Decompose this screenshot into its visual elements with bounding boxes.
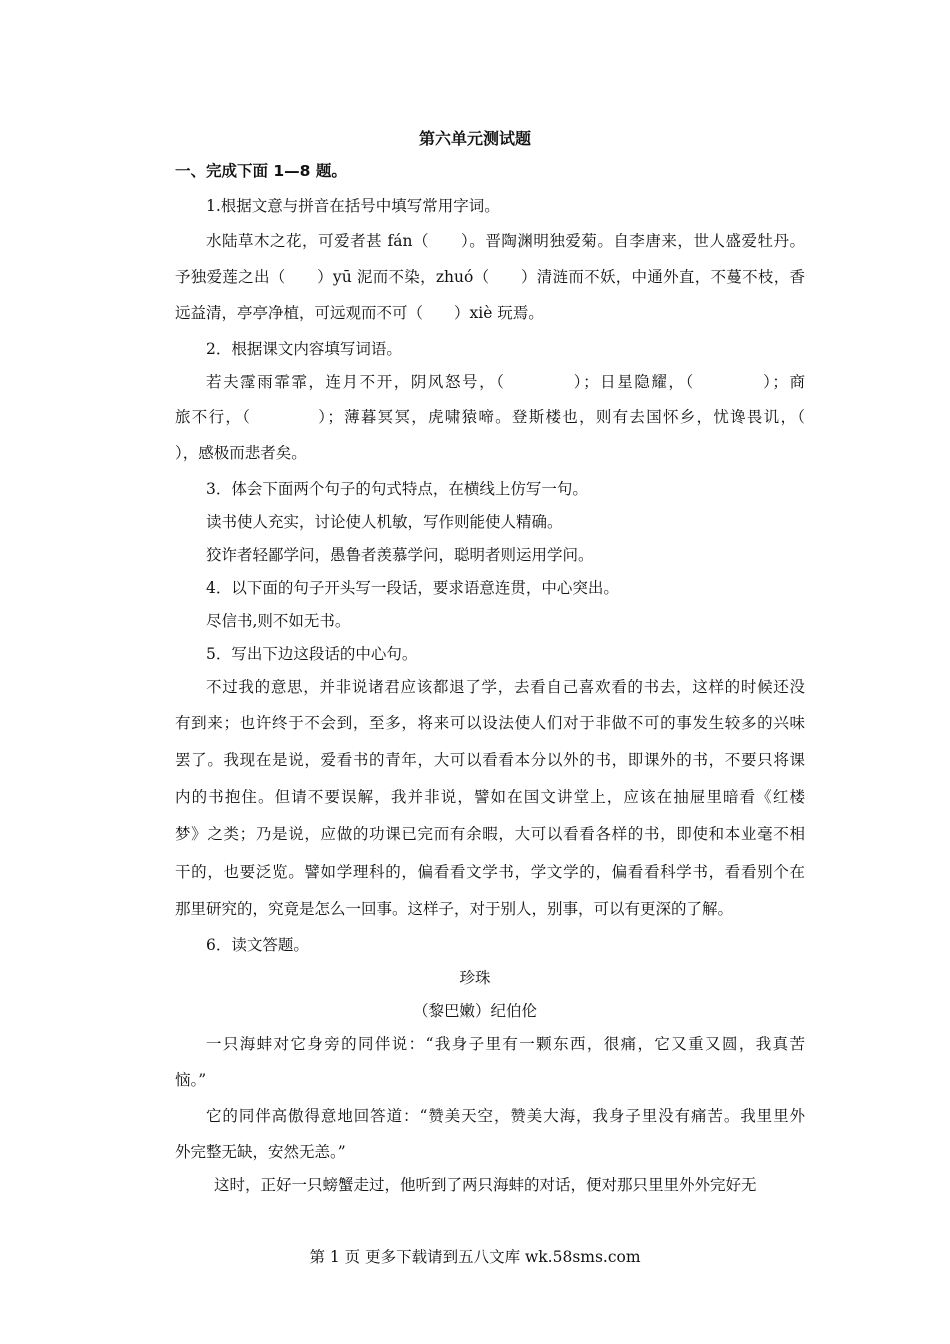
question-1: 1.根据文意与拼音在括号中填写常用字词。: [206, 197, 500, 215]
story-author: （黎巴嫩）纪伯伦: [412, 1002, 537, 1020]
question-5: 5．写出下边这段话的中心句。: [206, 645, 418, 663]
paragraph-line: 水陆草木之花，可爱者甚 fán（ ）。晋陶渊明独爱菊。自李唐来，世人盛爱牡丹。: [206, 232, 805, 250]
paragraph-line: 恼。”: [175, 1071, 207, 1089]
section-heading: 一、完成下面 1—8 题。: [175, 162, 347, 180]
paragraph-line: 那里研究的，究竟是怎么一回事。这样子，对于别人，别事，可以有更深的了解。: [175, 900, 734, 918]
page-footer: 第 1 页 更多下载请到五八文库 wk.58sms.com: [309, 1248, 641, 1266]
prompt-sentence: 尽信书,则不如无书。: [206, 612, 351, 630]
paragraph-line: 它的同伴高傲得意地回答道：“赞美天空，赞美大海，我身子里没有痛苦。我里里外: [206, 1107, 805, 1125]
paragraph-line: 干的，也要泛览。譬如学理科的，偏看看文学书，学文学的，偏看看科学书，看看别个在: [175, 863, 805, 881]
paragraph-line: 梦》之类；乃是说，应做的功课已完而有余暇，大可以看看各样的书，即使和本业毫不相: [175, 825, 805, 843]
story-title: 珍珠: [459, 969, 491, 987]
example-sentence: 狡诈者轻鄙学问，愚鲁者羡慕学问，聪明者则运用学问。: [206, 546, 594, 564]
example-sentence: 读书使人充实，讨论使人机敏，写作则能使人精确。: [206, 513, 563, 531]
page-title: 第六单元测试题: [418, 129, 531, 148]
question-2: 2．根据课文内容填写词语。: [206, 340, 402, 358]
paragraph-line: 内的书抱住。但请不要误解，我并非说，譬如在国文讲堂上，应该在抽屉里暗看《红楼: [175, 788, 805, 806]
paragraph-line: 一只海蚌对它身旁的同伴说：“我身子里有一颗东西，很痛，它又重又圆，我真苦: [206, 1035, 805, 1053]
paragraph-line: 外完整无缺，安然无恙。”: [175, 1143, 346, 1161]
paragraph-line: 予独爱莲之出（ ）yū 泥而不染，zhuó（ ）清涟而不妖，中通外直，不蔓不枝，香: [175, 268, 805, 286]
question-4: 4．以下面的句子开头写一段话，要求语意连贯，中心突出。: [206, 579, 619, 597]
paragraph-line: 若夫霪雨霏霏，连月不开，阴风怒号，（ ）；日星隐耀，（ ）；商: [206, 373, 805, 391]
question-6: 6．读文答题。: [206, 936, 309, 954]
paragraph-line: ），感极而悲者矣。: [175, 444, 307, 462]
paragraph-line: 不过我的意思，并非说诸君应该都退了学，去看自己喜欢看的书去，这样的时候还没: [206, 678, 805, 696]
paragraph-line: 罢了。我现在是说，爱看书的青年，大可以看看本分以外的书，即课外的书，不要只将课: [175, 751, 805, 769]
paragraph-line: 旅不行，（ ）；薄暮冥冥，虎啸猿啼。登斯楼也，则有去国怀乡，忧谗畏讥，（: [175, 408, 805, 426]
question-3: 3．体会下面两个句子的句式特点，在横线上仿写一句。: [206, 480, 588, 498]
paragraph-line: 有到来；也许终于不会到，至多，将来可以设法使人们对于非做不可的事发生较多的兴味: [175, 714, 805, 732]
paragraph-line: 这时，正好一只螃蟹走过，他听到了两只海蚌的对话，便对那只里里外外完好无: [214, 1176, 757, 1194]
paragraph-line: 远益清，亭亭净植，可远观而不可（ ）xiè 玩焉。: [175, 304, 544, 322]
